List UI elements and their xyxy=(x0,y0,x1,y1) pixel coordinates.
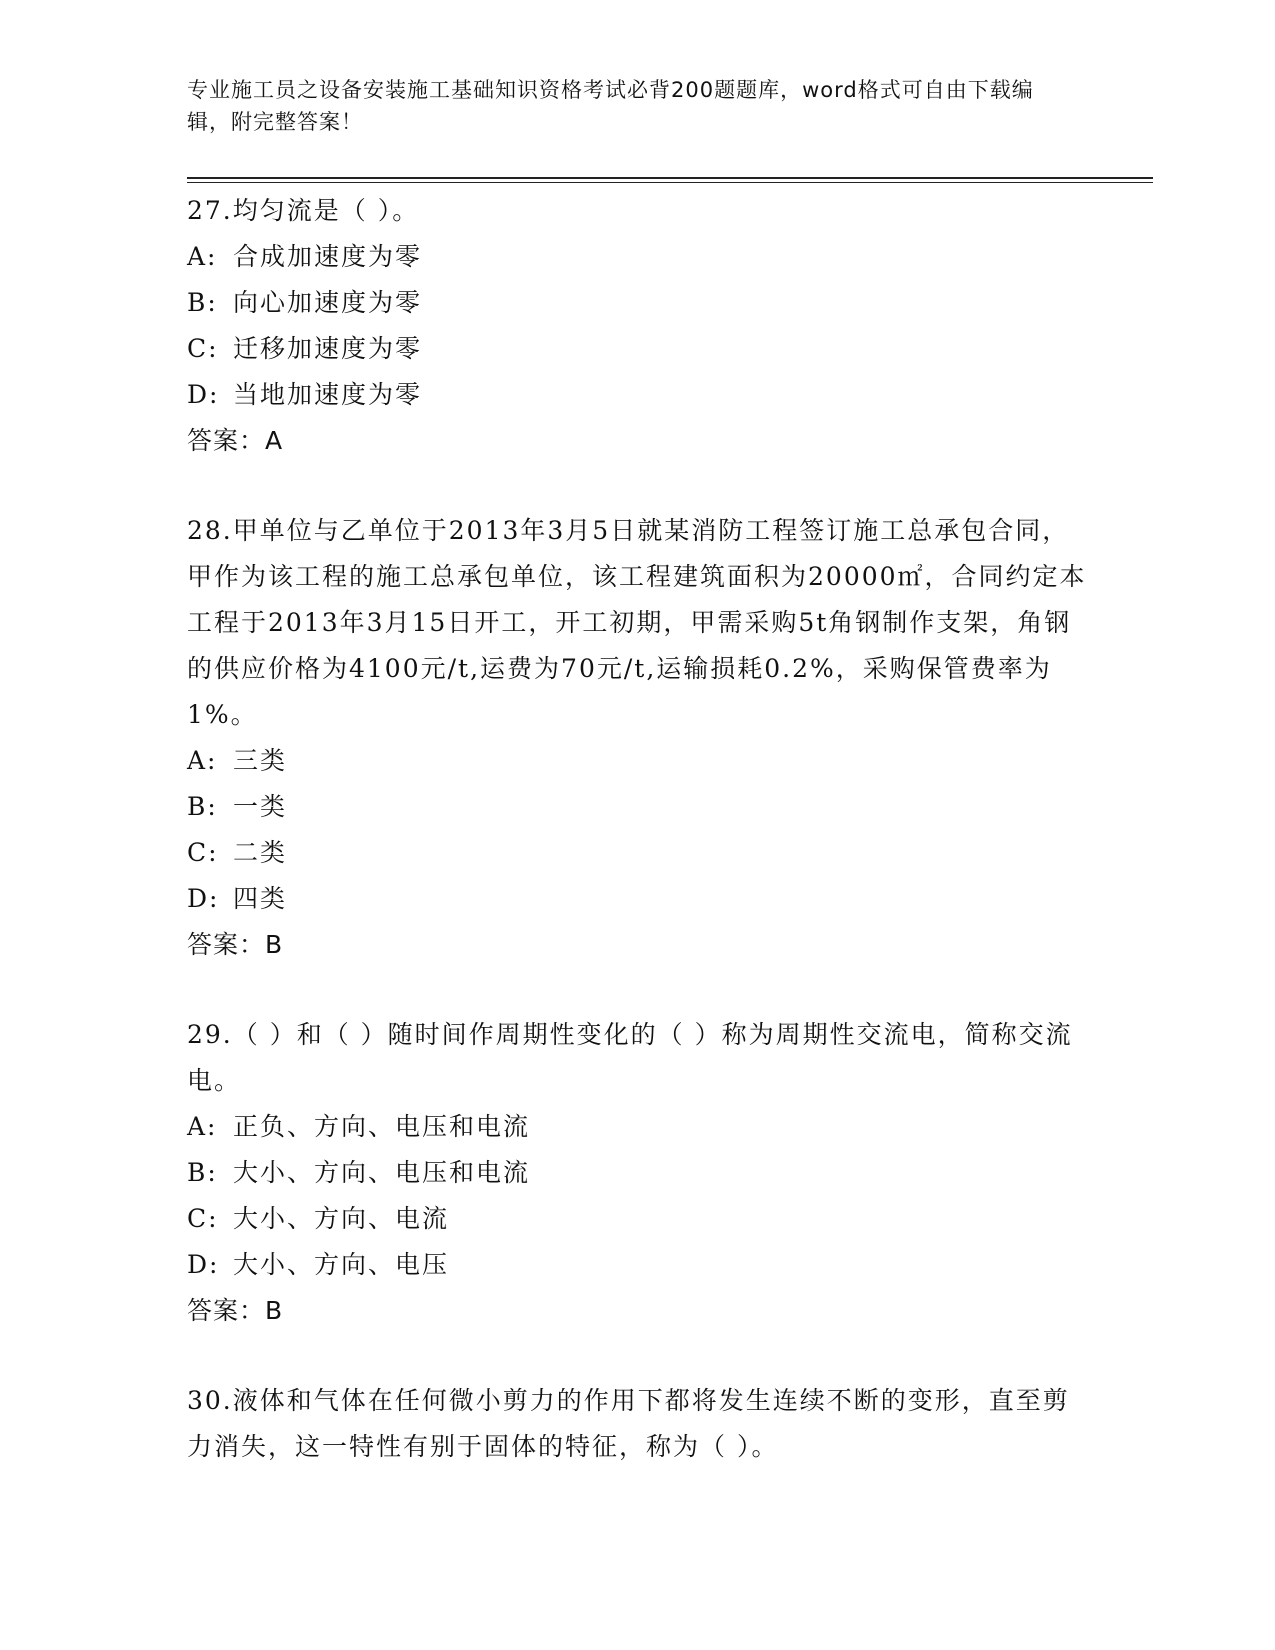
question-stem: 30.液体和气体在任何微小剪力的作用下都将发生连续不断的变形，直至剪力消失，这一特性有别于固体的特征，称为（ ）。 xyxy=(187,1386,1070,1461)
option-b xyxy=(187,784,1087,830)
option-text: 当地加速度为零 xyxy=(233,380,423,409)
option-key: B: xyxy=(187,288,218,317)
option-text: 大小、方向、电流 xyxy=(233,1204,450,1233)
option-text: 二类 xyxy=(233,838,288,867)
option-key: C: xyxy=(187,334,219,363)
option-a xyxy=(187,738,1087,784)
answer-line: 答案：B xyxy=(187,1296,284,1325)
question-29 xyxy=(187,1012,1087,1334)
header-divider-thin xyxy=(187,182,1153,183)
document-header: 专业施工员之设备安装施工基础知识资格考试必背200题题库，word格式可自由下载编辑，附完整答案！ xyxy=(187,78,1034,134)
question-27 xyxy=(187,188,1087,464)
option-text: 三类 xyxy=(233,746,288,775)
option-key: B: xyxy=(187,1158,218,1187)
option-c xyxy=(187,830,1087,876)
option-text: 迁移加速度为零 xyxy=(233,334,423,363)
question-28 xyxy=(187,508,1087,968)
question-stem: 27.均匀流是（ ）。 xyxy=(187,196,420,225)
option-key: D: xyxy=(187,884,220,913)
header-divider-thick xyxy=(187,177,1153,179)
option-key: A: xyxy=(187,746,218,775)
option-key: A: xyxy=(187,1112,218,1141)
option-key: D: xyxy=(187,1250,220,1279)
option-text: 大小、方向、电压 xyxy=(233,1250,450,1279)
option-d xyxy=(187,372,1087,418)
option-key: C: xyxy=(187,838,219,867)
option-key: D: xyxy=(187,380,220,409)
option-c xyxy=(187,326,1087,372)
option-text: 大小、方向、电压和电流 xyxy=(233,1158,531,1187)
question-stem: 28.甲单位与乙单位于2013年3月5日就某消防工程签订施工总承包合同，甲作为该工程的施工总承包单位，该工程建筑面积为20000㎡，合同约定本工程于2013年3月15日开工，开工初期，甲需采购5t角钢制作支架，角钢的供应价格为4100元/t,运费为70元/t,运输损耗0.2%，采购保管费率为1%。 xyxy=(187,516,1087,729)
option-key: A: xyxy=(187,242,218,271)
question-stem: 29.（ ）和（ ）随时间作周期性变化的（ ）称为周期性交流电，简称交流电。 xyxy=(187,1020,1073,1095)
option-text: 一类 xyxy=(233,792,288,821)
answer-line: 答案：A xyxy=(187,426,284,455)
option-b xyxy=(187,1150,1087,1196)
option-text: 正负、方向、电压和电流 xyxy=(233,1112,531,1141)
question-30 xyxy=(187,1378,1087,1470)
option-text: 合成加速度为零 xyxy=(233,242,423,271)
question-list xyxy=(187,188,1087,1514)
option-a xyxy=(187,1104,1087,1150)
option-key: C: xyxy=(187,1204,219,1233)
option-key: B: xyxy=(187,792,218,821)
option-text: 四类 xyxy=(233,884,288,913)
option-text: 向心加速度为零 xyxy=(233,288,423,317)
option-a xyxy=(187,234,1087,280)
option-d xyxy=(187,1242,1087,1288)
answer-line: 答案：B xyxy=(187,930,284,959)
option-d xyxy=(187,876,1087,922)
option-b xyxy=(187,280,1087,326)
option-c xyxy=(187,1196,1087,1242)
